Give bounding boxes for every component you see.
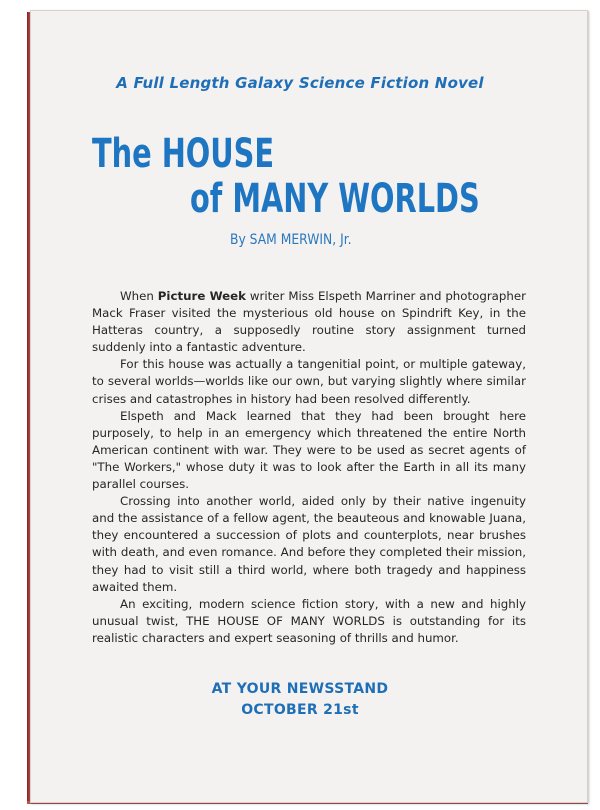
synopsis-text: [92, 288, 526, 647]
title-line-2: of MANY WORLDS: [190, 176, 480, 222]
paragraph-3: Elspeth and Mack learned that they had been brought here purposely, to help in an emergency which threatened the entire North American continent with war. They were to be used as secret agents of "The Workers," whose duty it was to look after the Earth in all its many parallel courses.: [92, 408, 526, 492]
newsstand-callout: AT YOUR NEWSSTAND: [211, 681, 389, 697]
paragraph-1-rest: writer Miss Elspeth Marriner and photographer Mack Fraser visited the mysterious old house on Spindrift Key, in the Hatteras country, a supposedly routine story assignment turned suddenly into a fantastic adventure.: [92, 289, 526, 355]
paragraph-2: For this house was actually a tangenitial point, or multiple gateway, to several worlds—worlds like our own, but varying slightly where similar crises and catastrophes in history had been resolved differently.: [92, 357, 526, 406]
author-byline: By SAM MERWIN, Jr.: [230, 232, 352, 248]
series-kicker: A Full Length Galaxy Science Fiction Novel: [116, 74, 484, 92]
paragraph-4: Crossing into another world, aided only by their native ingenuity and the assistance of a fellow agent, the beauteous and knowable Juana, they encountered a succession of plots and counterplots, near brushes with death, and even romance. And before they completed their mission, they had to visit still a third world, where both tragedy and happiness awaited them.: [92, 494, 526, 594]
paragraph-5: An exciting, modern science fiction story, with a new and highly unusual twist, THE HOUSE OF MANY WORLDS is outstanding for its realistic characters and expert seasoning of thrills and humor.: [92, 596, 526, 645]
publication-name: Picture Week: [157, 289, 247, 303]
title-line-1: The HOUSE: [92, 131, 275, 177]
paragraph-1: [92, 288, 526, 356]
paragraph-1-prefix: When: [120, 289, 158, 303]
release-date: OCTOBER 21st: [241, 702, 359, 718]
